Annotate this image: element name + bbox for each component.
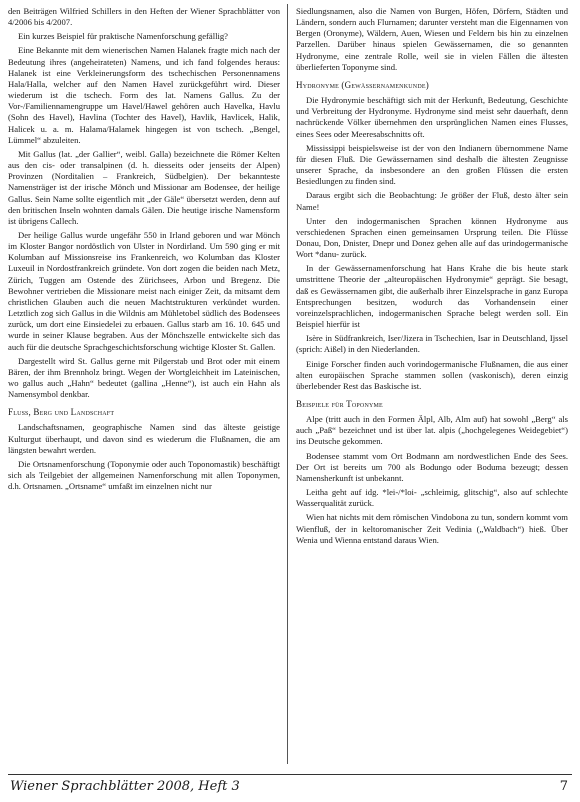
paragraph: Bodensee stammt vom Ort Bodmann am nordwestlichen Ende des Sees. Der Ort ist bereits um 700 als Bodungo oder Boduma bezeugt; dessen Namensherkunft ist unbekannt. [296, 450, 568, 483]
paragraph: Ein kurzes Beispiel für praktische Namenforschung gefällig? [18, 31, 228, 42]
paragraph: Landschaftsnamen, geographische Namen sind das älteste geistige Kulturgut überhaupt, und davon sind es wiederum die Flußnamen, die am längsten bewahrt werden. [8, 422, 280, 455]
page-number: 7 [559, 779, 568, 794]
paragraph: Wien hat nichts mit dem römischen Vindobona zu tun, sondern kommt vom Wienfluß, der in keltoromanischer Zeit Vedinia („Waldbach“) hieß. Über Wenia und Wienna entstand daraus Wien. [296, 512, 568, 545]
left-column [8, 6, 280, 495]
paragraph: Unter den indogermanischen Sprachen können Hydronyme aus verschiedenen Sprachen einen gemeinsamen Ursprung teilen. Die Flüsse Donau, Don, Dnister, Dnepr und Donez gehen alle auf das urindogermanische Wort *danu- zurück. [296, 215, 568, 260]
paragraph: Leitha geht auf idg. *lei-/*loi- „schleimig, glitschig“, also auf schlechte Wasserqualität zurück. [296, 487, 568, 509]
paragraph: den Beiträgen Wilfried Schillers in den Heften der Wiener Sprachblätter von 4/2006 bis 4/2007. [8, 6, 280, 28]
paragraph: Isère in Südfrankreich, Iser/Jizera in Tschechien, Isar in Deutschland, Ijssel (sprich: Aißel) in den Niederlanden. [296, 333, 568, 355]
paragraph: Der heilige Gallus wurde ungefähr 550 in Irland geboren und war Mönch im Kloster Bangor nordöstlich von Ulster in Nordirland. Um 590 ging er mit Kolumban auf Missionsreise ins Frankenreich, wo Kolumban das Kloster Luxeuil in Nordostfrankreich gründete. Von dort zogen die beiden nach Metz, Zürich, Tuggen am Ostende des Zürichsees, Arbon und Bregenz. Die Bewohner vertrieben die Missionare meist nach einiger Zeit, da mitsamt dem christlichen Glauben auch die neuen Machtstrukturen verkündet wurden. Letztlich zog sich Gallus in die Wildnis am Mühletobel südlich des Bodensees zurück, um dort eine Einsiedelei zu erbauen. Gallus starb am 16. 10. 645 und wurde in seiner Klause begraben. Aus der Mönchszelle entwickelte sich das auch für die deutsche Sprachgeschichtsforschung wichtige Kloster St. Gallen. [8, 229, 280, 352]
paragraph: Einige Forscher finden auch vorindogermanische Flußnamen, die aus einer alten europäischen Sprache stammen sollen (vaskonisch), deren einzig überlebender Rest das Baskische ist. [296, 358, 568, 391]
paragraph: Mit Gallus (lat. „der Gallier“, weibl. Galla) bezeichnete die Römer Kelten aus den cis- oder transalpinen (d. h. diesseits oder jenseits der Alpen) Provinzen (Norditalien – Frankreich, Südbelgien). Der bekannteste Namensträger ist der irische Mönch und Missionar am Bodensee, der heilige Gallus. Sein Name sollte eigentlich mit „der Gäle“ übersetzt werden, denn auf den britischen Inseln wohnten damals Gälen. Die heutige irische Namensform ist übrigens Callech. [8, 148, 280, 226]
column-divider [287, 4, 288, 764]
paragraph: Die Hydronymie beschäftigt sich mit der Herkunft, Bedeutung, Geschichte und Verbreitung der Hydronyme. Hydronyme sind meist sehr dauerhaft, denn nachrückende Völker übernehmen den ursprünglichen Namen eines Flusses, eines Sees oder Meeresabschnitts oft. [296, 95, 568, 139]
section-heading: Fluß, Berg und Landschaft [8, 407, 115, 418]
paragraph: Eine Bekannte mit dem wienerischen Namen Halanek fragte mich nach der Bedeutung ihres (angeheirateten) Namens, und ich fand folgendes heraus: Halanek ist eine Verkleinerungsform des tschechischen Personennamens Hala/Halla, welcher auf den Namen Havel zurückgeführt wird. Dieser wiederum ist die tschech. Form des lat. Namens Gallus. Zu der Vor-/Familiennamengruppe um Havel/Hawel gehören auch Havelka, Havlu (Sohn des Havel), Havlina (Tochter des Havel), Havlik, Havlicek, Halik, Halicek u. a. m. Halama/Halamek hingegen ist von tschech. „Bengel, Lümmel“ abzuleiten. [8, 45, 280, 145]
journal-title: Wiener Sprachblätter 2008, Heft 3 [10, 779, 240, 794]
footer-rule [8, 774, 572, 775]
paragraph: Die Ortsnamenforschung (Toponymie oder auch Toponomastik) beschäftigt sich als Teilgebiet der allgemeinen Namenforschung mit allen Toponymen, d.h. Ortsnamen. „Ortsname“ umfaßt im einzelnen nicht nur [8, 458, 280, 492]
paragraph: Siedlungsnamen, also die Namen von Burgen, Höfen, Dörfern, Städten und Ländern, sondern auch Flurnamen; darunter versteht man die Eigennamen von Bergen (Oronyme), Wäldern, Auen, Wiesen und Feldern bis hin zu einzelnen Parzellen. Darüber hinaus spielen Gewässernamen, die so genannten Hydronyme, eine zentrale Rolle, weil sie in vielen Fällen die ältesten überlieferten Toponyme sind. [296, 6, 568, 72]
section-heading: Hydronyme (Gewässernamenkunde) [296, 79, 429, 90]
paragraph: Mississippi beispielsweise ist der von den Indianern übernommene Name für diesen Fluß. Die Gewässernamen sind deshalb die ältesten Zeugnisse unserer Sprache, da insbesondere an den großen Flüssen die ersten Besiedlungen zu finden sind. [296, 142, 568, 187]
section-heading: Beispiele für Toponyme [296, 399, 383, 409]
paragraph: Daraus ergibt sich die Beobachtung: Je größer der Fluß, desto älter sein Name! [296, 190, 568, 212]
paragraph: Alpe (tritt auch in den Formen Älpl, Alb, Alm auf) hat sowohl „Berg“ als auch „Paß“ bezeichnet und ist über lat. alpis („hochgelegenes Weidegebiet“) ins Deutsche gekommen. [296, 414, 568, 447]
paragraph: Dargestellt wird St. Gallus gerne mit Pilgerstab und Brot oder mit einem Bären, der ihm Brennholz bringt. Wegen der Wortgleichheit im Lateinischen, wo gallus auch „Hahn“ bedeutet (gallina „Henne“), ist auch ein Hahn als Namensymbol denkbar. [8, 355, 280, 400]
paragraph: In der Gewässernamenforschung hat Hans Krahe die bis heute stark umstrittene Theorie der „alteuropäischen Hydronymie“ geprägt. Sie besagt, daß es Gewässernamen gibt, die außerhalb ihrer Einzelsprache in ganz Europa Entsprechungen besitzen, wodurch das Vorhandensein einer voreinzelsprachlichen, indogermanischen Sprache belegt werden soll. Ein Beispiel hierfür ist [296, 263, 568, 330]
right-column [296, 6, 568, 549]
